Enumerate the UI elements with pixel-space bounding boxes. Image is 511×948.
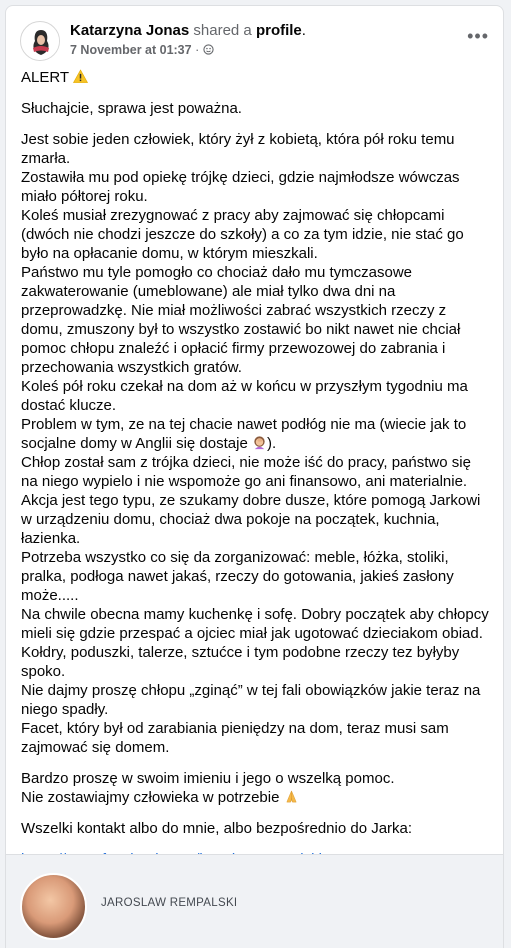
globe-icon[interactable] (203, 44, 214, 55)
story-line: dostać klucze. (21, 397, 117, 414)
story-line: Na chwile obecna mamy kuchenkę i sofę. Dobry początek aby chłopcy (21, 606, 489, 623)
story-line-suffix: ). (266, 435, 277, 452)
story-line: Facet, który był od zarabiania pieniędzy na dom, teraz musi sam (21, 720, 449, 737)
shared-profile-avatar[interactable] (20, 873, 87, 940)
story-line: Jest sobie jeden człowiek, który żył z kobietą, która pół roku temu (21, 131, 455, 148)
story-line: Problem w tym, ze na tej chacie nawet podłóg nie ma (wiecie jak to (21, 416, 467, 433)
post-timestamp[interactable]: 7 November at 01:37 (70, 43, 192, 57)
story-line: socjalne domy w Anglii się dostaje (21, 435, 248, 452)
story-line: Koleś musiał zrezygnować z pracy aby zajmować się chłopcami (21, 207, 445, 224)
story-line: Akcja jest tego typu, ze szukamy dobre dusze, które pomogą Jarkowi (21, 492, 481, 509)
post-meta (70, 43, 214, 57)
story-line: niego spadły. (21, 701, 109, 718)
meta-separator: · (195, 43, 200, 57)
story-line-with-emoji (21, 434, 489, 453)
action-text: shared a (193, 22, 252, 39)
story-line: łazienka. (21, 530, 81, 547)
story-line: Nie dajmy proszę chłopu „zginąć” w tej fali obowiązków jakie teraz na (21, 682, 481, 699)
post-card (5, 5, 504, 948)
plea-line-with-emoji (21, 788, 489, 807)
story-line: Potrzeba wszystko co się da zorganizować: meble, łóżka, stoliki, (21, 549, 449, 566)
story-line: miało półtorej roku. (21, 188, 148, 205)
shared-profile-preview[interactable] (6, 854, 504, 948)
story-line: (dwóch nie chodzi jeszcze do szkoły) a co za tym idzie, nie stać go (21, 226, 464, 243)
story-line: pralka, podłoga nawet jakaś, rzeczy do gotowania, jakieś zasłony (21, 568, 454, 585)
action-object-link[interactable]: profile (255, 22, 302, 39)
shared-profile-name[interactable]: JAROSLAW REMPALSKI (101, 897, 238, 909)
plea-paragraph (21, 769, 489, 807)
story-line: zajmować się domem. (21, 739, 170, 756)
story-line: zmarła. (21, 150, 71, 167)
post-header (6, 6, 503, 60)
action-period: . (301, 22, 306, 39)
plea-line: Bardzo proszę w swoim imieniu i jego o wszelką pomoc. (21, 770, 395, 787)
story-line: było na opłacanie domu, w którym mieszkali. (21, 245, 318, 262)
warning-icon (73, 69, 88, 84)
post-author-line (70, 22, 306, 39)
story-line: spoko. (21, 663, 66, 680)
author-avatar[interactable] (20, 21, 60, 61)
post-body (21, 68, 489, 881)
facepalm-woman-icon (252, 435, 267, 450)
story-line: mieli się gdzie przespać a ojciec miał jak ugotować dzieciakom obiad. (21, 625, 483, 642)
story-line: może..... (21, 587, 79, 604)
story-line: Koleś pół roku czekał na dom aż w końcu w przyszłym tygodniu ma (21, 378, 468, 395)
more-options-icon[interactable]: ••• (467, 26, 489, 46)
story-line: Chłop został sam z trójka dzieci, nie może iść do pracy, państwo się (21, 454, 471, 471)
intro-line: Słuchajcie, sprawa jest poważna. (21, 100, 242, 117)
story-line: Państwo mu tyle pomogło co chociaż dało mu tymczasowe (21, 264, 413, 281)
author-name[interactable]: Katarzyna Jonas (70, 22, 190, 39)
story-line: Zostawiła mu pod opiekę trójkę dzieci, gdzie najmłodsze wówczas (21, 169, 460, 186)
alert-line (21, 68, 489, 87)
plea-line: Nie zostawiajmy człowieka w potrzebie (21, 789, 280, 806)
story-line: Kołdry, poduszki, talerze, sztućce i tym podobne rzeczy tez byłyby (21, 644, 460, 661)
contact-line: Wszelki kontakt albo do mnie, albo bezpośrednio do Jarka: (21, 820, 413, 837)
story-line: zakwaterowanie (umeblowane) ale miał tylko dwa dni na (21, 283, 396, 300)
alert-text: ALERT (21, 69, 69, 86)
story-line: pomoc chłopu znaleźć i opłacić firmy przewozowej do zabrania i (21, 340, 446, 357)
story-line: przechowania wszystkich gratów. (21, 359, 242, 376)
story-paragraph (21, 130, 489, 757)
author-avatar-image (21, 22, 60, 61)
story-line: domu, zmuszony był to wszystko zostawić bo nikt nawet nie chciał (21, 321, 461, 338)
story-line: w urządzeniu domu, chociaż dwa pokoje na początek, kuchnia, (21, 511, 440, 528)
story-line: na niego wypielo i nie wspomoże go ani finansowo, ani materialnie. (21, 473, 468, 490)
story-line: przeprowadzkę. Nie miał możliwości zabrać wszystkich rzeczy z (21, 302, 447, 319)
folded-hands-icon (284, 789, 299, 804)
